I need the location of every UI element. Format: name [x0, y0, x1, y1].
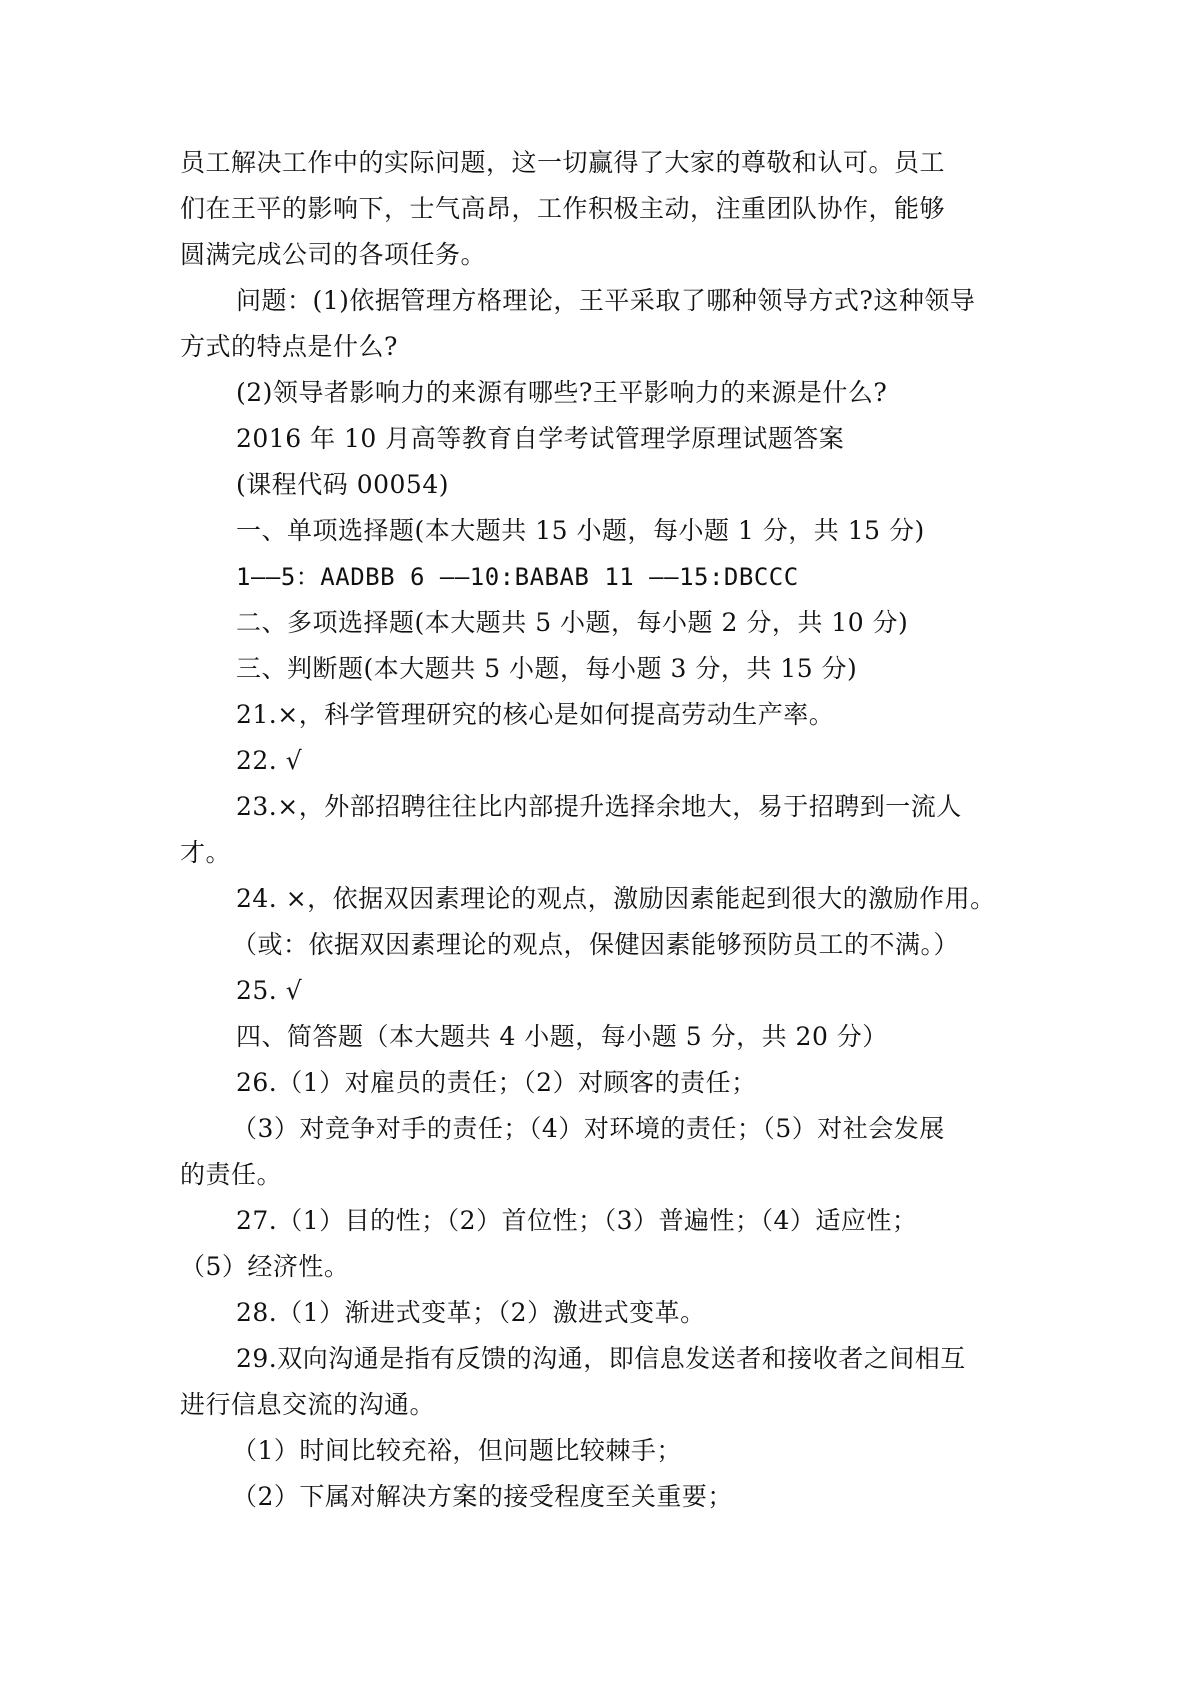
answer-line: （1）时间比较充裕，但问题比较棘手；	[232, 1436, 682, 1465]
answer-line: （5）经济性。	[180, 1252, 350, 1281]
answer-title: 2016 年 10 月高等教育自学考试管理学原理试题答案	[236, 424, 845, 453]
section-heading: 四、简答题（本大题共 4 小题，每小题 5 分，共 20 分）	[236, 1022, 888, 1051]
document-body	[180, 140, 1020, 1520]
answer-line: （或：依据双因素理论的观点，保健因素能够预防员工的不满。）	[232, 930, 960, 959]
answer-line: 23.×，外部招聘往往比内部提升选择余地大，易于招聘到一流人	[236, 792, 962, 821]
paragraph-line: 圆满完成公司的各项任务。	[180, 240, 487, 269]
answer-line: 25. √	[236, 976, 303, 1005]
answer-line: （2）下属对解决方案的接受程度至关重要；	[232, 1482, 733, 1511]
section-heading: 二、多项选择题(本大题共 5 小题，每小题 2 分，共 10 分)	[236, 608, 909, 637]
answer-key-line: 1——5：AADBB 6 ——10:BABAB 11 ——15:DBCCC	[236, 563, 799, 591]
answer-line: 26.（1）对雇员的责任；（2）对顾客的责任；	[236, 1068, 757, 1097]
section-heading: 一、单项选择题(本大题共 15 小题，每小题 1 分，共 15 分)	[236, 516, 925, 545]
answer-line: 的责任。	[180, 1160, 283, 1189]
question-line: 问题：(1)依据管理方格理论，王平采取了哪种领导方式?这种领导	[236, 286, 976, 315]
answer-line: 24. ×，依据双因素理论的观点，激励因素能起到很大的激励作用。	[236, 884, 996, 913]
question-line: 方式的特点是什么?	[180, 332, 398, 361]
answer-line: 才。	[180, 838, 232, 867]
section-heading: 三、判断题(本大题共 5 小题，每小题 3 分，共 15 分)	[236, 654, 858, 683]
answer-line: 29.双向沟通是指有反馈的沟通，即信息发送者和接收者之间相互	[236, 1344, 966, 1373]
course-code: (课程代码 00054)	[236, 470, 449, 499]
answer-line: 21.×，科学管理研究的核心是如何提高劳动生产率。	[236, 700, 835, 729]
paragraph-line: 员工解决工作中的实际问题，这一切赢得了大家的尊敬和认可。员工	[180, 148, 946, 177]
answer-line: 22. √	[236, 746, 303, 775]
answer-line: 27.（1）目的性；（2）首位性；（3）普遍性；（4）适应性；	[236, 1206, 918, 1235]
paragraph-line: 们在王平的影响下，士气高昂，工作积极主动，注重团队协作，能够	[180, 194, 946, 223]
answer-line: 28.（1）渐进式变革；（2）激进式变革。	[236, 1298, 706, 1327]
answer-line: （3）对竞争对手的责任；（4）对环境的责任；（5）对社会发展	[232, 1114, 945, 1143]
question-line: (2)领导者影响力的来源有哪些?王平影响力的来源是什么?	[236, 378, 888, 407]
answer-line: 进行信息交流的沟通。	[180, 1390, 436, 1419]
